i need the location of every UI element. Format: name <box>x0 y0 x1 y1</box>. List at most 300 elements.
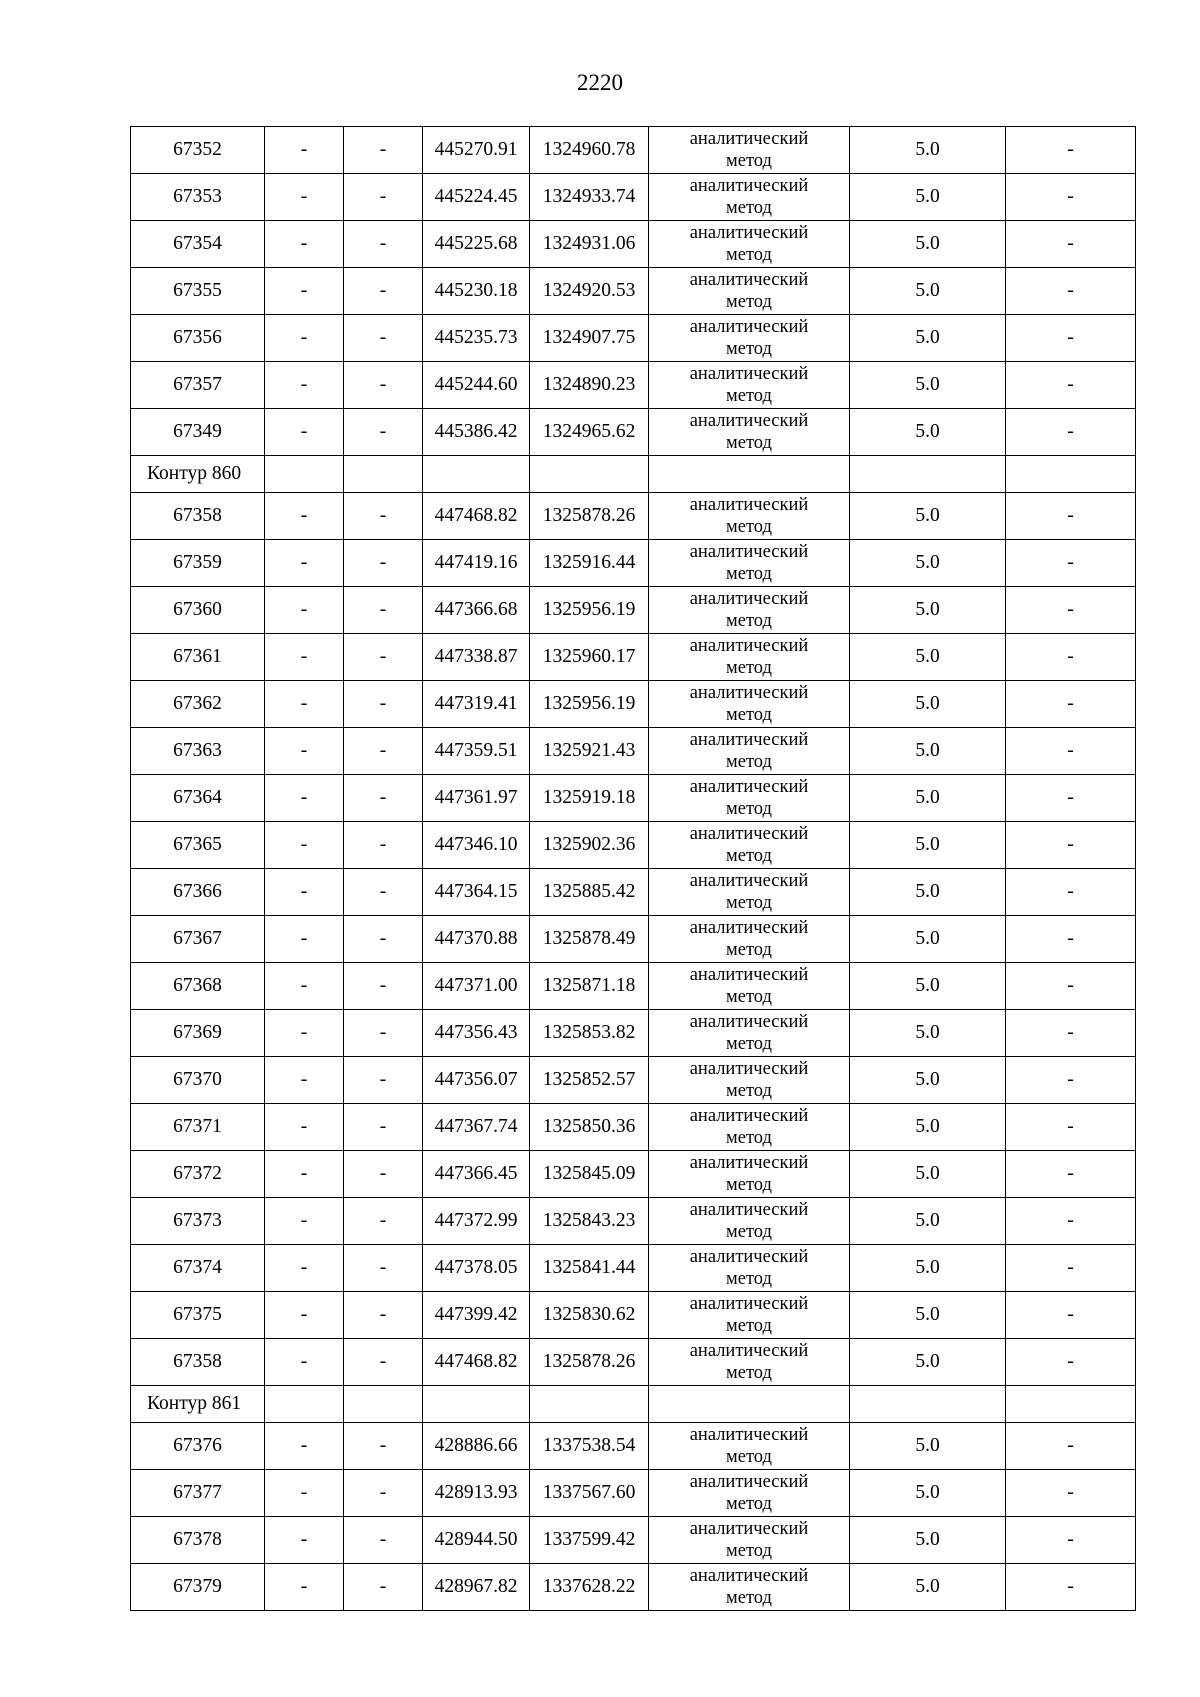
table-row <box>131 540 1136 587</box>
x-coordinate-cell: 447319.41 <box>423 681 530 728</box>
method-line-2: метод <box>726 1222 772 1242</box>
table-row <box>131 1151 1136 1198</box>
dash-cell: - <box>265 1292 344 1339</box>
accuracy-cell: 5.0 <box>850 127 1006 174</box>
table-row <box>131 728 1136 775</box>
x-coordinate-cell: 447399.42 <box>423 1292 530 1339</box>
table-row <box>131 822 1136 869</box>
method-line-2: метод <box>726 1081 772 1101</box>
accuracy-cell: 5.0 <box>850 1470 1006 1517</box>
dash-cell: - <box>265 268 344 315</box>
table-row <box>131 315 1136 362</box>
accuracy-cell: 5.0 <box>850 1151 1006 1198</box>
point-id-cell: 67363 <box>131 728 265 775</box>
method-line-1: аналитический <box>689 589 809 609</box>
x-coordinate-cell: 447356.43 <box>423 1010 530 1057</box>
method-cell <box>649 916 850 963</box>
method-line-2: метод <box>726 893 772 913</box>
dash-cell: - <box>344 1517 423 1564</box>
y-coordinate-cell: 1325956.19 <box>530 587 649 634</box>
y-coordinate-cell: 1324931.06 <box>530 221 649 268</box>
dash-cell: - <box>1006 1010 1136 1057</box>
dash-cell: - <box>344 587 423 634</box>
method-line-1: аналитический <box>689 918 809 938</box>
method-line-2: метод <box>726 1175 772 1195</box>
x-coordinate-cell: 445270.91 <box>423 127 530 174</box>
empty-cell <box>649 456 850 493</box>
dash-cell: - <box>344 1470 423 1517</box>
y-coordinate-cell: 1337599.42 <box>530 1517 649 1564</box>
dash-cell: - <box>1006 268 1136 315</box>
dash-cell: - <box>1006 1423 1136 1470</box>
method-line-1: аналитический <box>689 1472 809 1492</box>
dash-cell: - <box>265 1104 344 1151</box>
accuracy-cell: 5.0 <box>850 540 1006 587</box>
table-row <box>131 1010 1136 1057</box>
method-line-1: аналитический <box>689 495 809 515</box>
dash-cell: - <box>344 1151 423 1198</box>
x-coordinate-cell: 447367.74 <box>423 1104 530 1151</box>
x-coordinate-cell: 445224.45 <box>423 174 530 221</box>
dash-cell: - <box>1006 127 1136 174</box>
table-row <box>131 1339 1136 1386</box>
table-row <box>131 1104 1136 1151</box>
dash-cell: - <box>265 1564 344 1611</box>
method-line-1: аналитический <box>689 1425 809 1445</box>
empty-cell <box>850 456 1006 493</box>
method-line-1: аналитический <box>689 1106 809 1126</box>
table-row <box>131 1564 1136 1611</box>
point-id-cell: 67369 <box>131 1010 265 1057</box>
method-line-2: метод <box>726 752 772 772</box>
dash-cell: - <box>344 681 423 728</box>
dash-cell: - <box>344 634 423 681</box>
dash-cell: - <box>265 1470 344 1517</box>
y-coordinate-cell: 1337567.60 <box>530 1470 649 1517</box>
x-coordinate-cell: 447364.15 <box>423 869 530 916</box>
accuracy-cell: 5.0 <box>850 362 1006 409</box>
method-cell <box>649 268 850 315</box>
method-cell <box>649 493 850 540</box>
table-row <box>131 268 1136 315</box>
accuracy-cell: 5.0 <box>850 1292 1006 1339</box>
table-row <box>131 362 1136 409</box>
contour-header-row <box>131 456 1136 493</box>
method-cell <box>649 221 850 268</box>
y-coordinate-cell: 1324907.75 <box>530 315 649 362</box>
dash-cell: - <box>265 1010 344 1057</box>
dash-cell: - <box>344 1198 423 1245</box>
method-cell <box>649 869 850 916</box>
empty-cell <box>1006 456 1136 493</box>
dash-cell: - <box>1006 775 1136 822</box>
contour-header-row <box>131 1386 1136 1423</box>
dash-cell: - <box>344 869 423 916</box>
table-row <box>131 493 1136 540</box>
point-id-cell: 67374 <box>131 1245 265 1292</box>
empty-cell <box>649 1386 850 1423</box>
point-id-cell: 67362 <box>131 681 265 728</box>
point-id-cell: 67358 <box>131 493 265 540</box>
empty-cell <box>850 1386 1006 1423</box>
point-id-cell: 67377 <box>131 1470 265 1517</box>
point-id-cell: 67355 <box>131 268 265 315</box>
point-id-cell: 67367 <box>131 916 265 963</box>
dash-cell: - <box>344 221 423 268</box>
y-coordinate-cell: 1324965.62 <box>530 409 649 456</box>
dash-cell: - <box>344 315 423 362</box>
accuracy-cell: 5.0 <box>850 1010 1006 1057</box>
accuracy-cell: 5.0 <box>850 916 1006 963</box>
method-line-2: метод <box>726 517 772 537</box>
y-coordinate-cell: 1325960.17 <box>530 634 649 681</box>
dash-cell: - <box>344 916 423 963</box>
method-cell <box>649 1517 850 1564</box>
y-coordinate-cell: 1325878.26 <box>530 1339 649 1386</box>
method-line-1: аналитический <box>689 871 809 891</box>
method-line-1: аналитический <box>689 730 809 750</box>
accuracy-cell: 5.0 <box>850 1517 1006 1564</box>
accuracy-cell: 5.0 <box>850 728 1006 775</box>
method-cell <box>649 728 850 775</box>
dash-cell: - <box>265 1339 344 1386</box>
table-row <box>131 681 1136 728</box>
dash-cell: - <box>344 268 423 315</box>
empty-cell <box>1006 1386 1136 1423</box>
method-line-1: аналитический <box>689 542 809 562</box>
method-line-2: метод <box>726 1316 772 1336</box>
method-cell <box>649 409 850 456</box>
y-coordinate-cell: 1325916.44 <box>530 540 649 587</box>
dash-cell: - <box>265 1423 344 1470</box>
method-line-1: аналитический <box>689 1059 809 1079</box>
table-row <box>131 221 1136 268</box>
accuracy-cell: 5.0 <box>850 409 1006 456</box>
point-id-cell: 67352 <box>131 127 265 174</box>
dash-cell: - <box>265 1245 344 1292</box>
table-row <box>131 409 1136 456</box>
method-cell <box>649 1339 850 1386</box>
method-line-1: аналитический <box>689 364 809 384</box>
dash-cell: - <box>1006 1245 1136 1292</box>
method-line-2: метод <box>726 198 772 218</box>
dash-cell: - <box>344 1564 423 1611</box>
dash-cell: - <box>344 1292 423 1339</box>
method-line-2: метод <box>726 846 772 866</box>
method-cell <box>649 362 850 409</box>
dash-cell: - <box>265 916 344 963</box>
x-coordinate-cell: 447419.16 <box>423 540 530 587</box>
dash-cell: - <box>265 315 344 362</box>
dash-cell: - <box>1006 315 1136 362</box>
point-id-cell: 67361 <box>131 634 265 681</box>
y-coordinate-cell: 1325845.09 <box>530 1151 649 1198</box>
x-coordinate-cell: 447346.10 <box>423 822 530 869</box>
x-coordinate-cell: 447370.88 <box>423 916 530 963</box>
dash-cell: - <box>265 1198 344 1245</box>
dash-cell: - <box>344 775 423 822</box>
point-id-cell: 67379 <box>131 1564 265 1611</box>
point-id-cell: 67357 <box>131 362 265 409</box>
dash-cell: - <box>265 362 344 409</box>
dash-cell: - <box>1006 963 1136 1010</box>
dash-cell: - <box>265 963 344 1010</box>
dash-cell: - <box>1006 1339 1136 1386</box>
x-coordinate-cell: 445225.68 <box>423 221 530 268</box>
table-body <box>131 127 1136 1611</box>
method-cell <box>649 775 850 822</box>
y-coordinate-cell: 1337538.54 <box>530 1423 649 1470</box>
table-row <box>131 1198 1136 1245</box>
method-line-1: аналитический <box>689 636 809 656</box>
method-cell <box>649 1057 850 1104</box>
x-coordinate-cell: 445244.60 <box>423 362 530 409</box>
accuracy-cell: 5.0 <box>850 1198 1006 1245</box>
x-coordinate-cell: 447378.05 <box>423 1245 530 1292</box>
empty-cell <box>530 1386 649 1423</box>
method-cell <box>649 1423 850 1470</box>
dash-cell: - <box>1006 1292 1136 1339</box>
dash-cell: - <box>344 409 423 456</box>
accuracy-cell: 5.0 <box>850 634 1006 681</box>
dash-cell: - <box>1006 681 1136 728</box>
method-line-1: аналитический <box>689 411 809 431</box>
point-id-cell: 67371 <box>131 1104 265 1151</box>
x-coordinate-cell: 447372.99 <box>423 1198 530 1245</box>
dash-cell: - <box>265 822 344 869</box>
method-line-1: аналитический <box>689 1519 809 1539</box>
dash-cell: - <box>1006 1198 1136 1245</box>
dash-cell: - <box>344 1010 423 1057</box>
dash-cell: - <box>344 822 423 869</box>
y-coordinate-cell: 1325841.44 <box>530 1245 649 1292</box>
x-coordinate-cell: 445386.42 <box>423 409 530 456</box>
x-coordinate-cell: 428913.93 <box>423 1470 530 1517</box>
accuracy-cell: 5.0 <box>850 221 1006 268</box>
accuracy-cell: 5.0 <box>850 963 1006 1010</box>
table-row <box>131 916 1136 963</box>
method-line-2: метод <box>726 940 772 960</box>
accuracy-cell: 5.0 <box>850 1564 1006 1611</box>
dash-cell: - <box>265 174 344 221</box>
method-line-1: аналитический <box>689 270 809 290</box>
dash-cell: - <box>265 869 344 916</box>
dash-cell: - <box>1006 728 1136 775</box>
method-line-1: аналитический <box>689 1247 809 1267</box>
method-cell <box>649 127 850 174</box>
accuracy-cell: 5.0 <box>850 493 1006 540</box>
empty-cell <box>265 1386 344 1423</box>
point-id-cell: 67356 <box>131 315 265 362</box>
dash-cell: - <box>1006 540 1136 587</box>
method-line-2: метод <box>726 151 772 171</box>
contour-label: Контур 861 <box>131 1386 265 1423</box>
table-row <box>131 775 1136 822</box>
point-id-cell: 67359 <box>131 540 265 587</box>
point-id-cell: 67376 <box>131 1423 265 1470</box>
dash-cell: - <box>1006 822 1136 869</box>
dash-cell: - <box>344 127 423 174</box>
method-cell <box>649 1292 850 1339</box>
dash-cell: - <box>265 1057 344 1104</box>
method-line-2: метод <box>726 1269 772 1289</box>
point-id-cell: 67366 <box>131 869 265 916</box>
point-id-cell: 67354 <box>131 221 265 268</box>
table-row <box>131 587 1136 634</box>
accuracy-cell: 5.0 <box>850 1245 1006 1292</box>
point-id-cell: 67365 <box>131 822 265 869</box>
method-line-2: метод <box>726 705 772 725</box>
y-coordinate-cell: 1324933.74 <box>530 174 649 221</box>
dash-cell: - <box>344 493 423 540</box>
x-coordinate-cell: 447359.51 <box>423 728 530 775</box>
method-cell <box>649 315 850 362</box>
method-line-1: аналитический <box>689 1153 809 1173</box>
method-line-2: метод <box>726 611 772 631</box>
y-coordinate-cell: 1325871.18 <box>530 963 649 1010</box>
x-coordinate-cell: 445235.73 <box>423 315 530 362</box>
method-cell <box>649 1104 850 1151</box>
accuracy-cell: 5.0 <box>850 587 1006 634</box>
method-line-2: метод <box>726 1034 772 1054</box>
method-cell <box>649 634 850 681</box>
dash-cell: - <box>265 1517 344 1564</box>
table-row <box>131 174 1136 221</box>
y-coordinate-cell: 1324960.78 <box>530 127 649 174</box>
empty-cell <box>344 1386 423 1423</box>
method-line-1: аналитический <box>689 1200 809 1220</box>
dash-cell: - <box>1006 1151 1136 1198</box>
accuracy-cell: 5.0 <box>850 869 1006 916</box>
y-coordinate-cell: 1325921.43 <box>530 728 649 775</box>
accuracy-cell: 5.0 <box>850 822 1006 869</box>
dash-cell: - <box>265 540 344 587</box>
accuracy-cell: 5.0 <box>850 775 1006 822</box>
method-cell <box>649 1564 850 1611</box>
dash-cell: - <box>1006 1564 1136 1611</box>
x-coordinate-cell: 447468.82 <box>423 493 530 540</box>
method-line-2: метод <box>726 987 772 1007</box>
table-row <box>131 869 1136 916</box>
dash-cell: - <box>265 409 344 456</box>
method-line-1: аналитический <box>689 777 809 797</box>
method-cell <box>649 681 850 728</box>
table-row <box>131 127 1136 174</box>
point-id-cell: 67364 <box>131 775 265 822</box>
point-id-cell: 67353 <box>131 174 265 221</box>
table-row <box>131 963 1136 1010</box>
dash-cell: - <box>1006 1517 1136 1564</box>
method-line-1: аналитический <box>689 176 809 196</box>
method-cell <box>649 174 850 221</box>
dash-cell: - <box>344 963 423 1010</box>
dash-cell: - <box>1006 634 1136 681</box>
y-coordinate-cell: 1325885.42 <box>530 869 649 916</box>
dash-cell: - <box>265 775 344 822</box>
point-id-cell: 67378 <box>131 1517 265 1564</box>
method-line-2: метод <box>726 1494 772 1514</box>
dash-cell: - <box>265 1151 344 1198</box>
method-line-1: аналитический <box>689 683 809 703</box>
table-row <box>131 1517 1136 1564</box>
method-line-1: аналитический <box>689 824 809 844</box>
empty-cell <box>265 456 344 493</box>
method-line-1: аналитический <box>689 129 809 149</box>
empty-cell <box>423 1386 530 1423</box>
dash-cell: - <box>265 681 344 728</box>
dash-cell: - <box>344 1339 423 1386</box>
dash-cell: - <box>344 1104 423 1151</box>
method-cell <box>649 963 850 1010</box>
accuracy-cell: 5.0 <box>850 174 1006 221</box>
method-line-1: аналитический <box>689 1566 809 1586</box>
dash-cell: - <box>1006 493 1136 540</box>
method-line-2: метод <box>726 433 772 453</box>
x-coordinate-cell: 428967.82 <box>423 1564 530 1611</box>
empty-cell <box>344 456 423 493</box>
method-line-1: аналитический <box>689 1341 809 1361</box>
dash-cell: - <box>1006 1104 1136 1151</box>
y-coordinate-cell: 1325878.26 <box>530 493 649 540</box>
dash-cell: - <box>265 587 344 634</box>
dash-cell: - <box>344 540 423 587</box>
dash-cell: - <box>1006 916 1136 963</box>
method-cell <box>649 1470 850 1517</box>
method-cell <box>649 1010 850 1057</box>
page-number: 2220 <box>577 70 623 95</box>
accuracy-cell: 5.0 <box>850 1339 1006 1386</box>
dash-cell: - <box>1006 587 1136 634</box>
x-coordinate-cell: 447361.97 <box>423 775 530 822</box>
table-row <box>131 1423 1136 1470</box>
dash-cell: - <box>265 221 344 268</box>
method-line-2: метод <box>726 799 772 819</box>
method-line-2: метод <box>726 339 772 359</box>
coordinates-table <box>130 126 1136 1611</box>
y-coordinate-cell: 1337628.22 <box>530 1564 649 1611</box>
y-coordinate-cell: 1325853.82 <box>530 1010 649 1057</box>
method-line-2: метод <box>726 386 772 406</box>
point-id-cell: 67370 <box>131 1057 265 1104</box>
method-line-1: аналитический <box>689 317 809 337</box>
dash-cell: - <box>344 174 423 221</box>
y-coordinate-cell: 1325878.49 <box>530 916 649 963</box>
method-line-2: метод <box>726 292 772 312</box>
x-coordinate-cell: 447371.00 <box>423 963 530 1010</box>
accuracy-cell: 5.0 <box>850 1423 1006 1470</box>
dash-cell: - <box>1006 409 1136 456</box>
table-row <box>131 1245 1136 1292</box>
method-line-1: аналитический <box>689 1012 809 1032</box>
dash-cell: - <box>1006 1470 1136 1517</box>
y-coordinate-cell: 1325852.57 <box>530 1057 649 1104</box>
method-line-2: метод <box>726 245 772 265</box>
y-coordinate-cell: 1324920.53 <box>530 268 649 315</box>
table-row <box>131 1057 1136 1104</box>
method-cell <box>649 1151 850 1198</box>
y-coordinate-cell: 1325843.23 <box>530 1198 649 1245</box>
dash-cell: - <box>344 1245 423 1292</box>
table-row <box>131 1292 1136 1339</box>
point-id-cell: 67368 <box>131 963 265 1010</box>
dash-cell: - <box>1006 174 1136 221</box>
dash-cell: - <box>344 362 423 409</box>
x-coordinate-cell: 445230.18 <box>423 268 530 315</box>
method-line-2: метод <box>726 1541 772 1561</box>
accuracy-cell: 5.0 <box>850 1104 1006 1151</box>
y-coordinate-cell: 1325830.62 <box>530 1292 649 1339</box>
dash-cell: - <box>265 127 344 174</box>
